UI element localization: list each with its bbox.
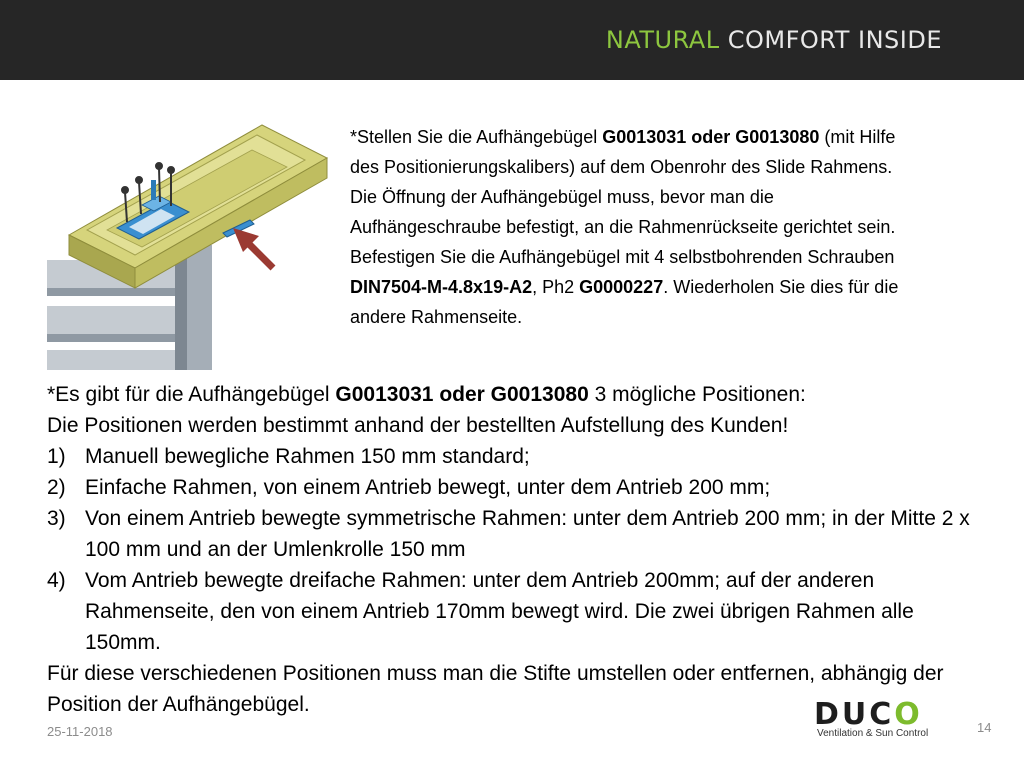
list-item-number: 2) bbox=[47, 476, 66, 499]
brand-tagline bbox=[606, 26, 942, 54]
footer-date: 25-11-2018 bbox=[47, 724, 113, 739]
instr-part-numbers: G0013031 oder G0013080 bbox=[602, 127, 820, 147]
logo-o: O bbox=[894, 697, 923, 732]
list-item bbox=[47, 441, 977, 472]
list-item-number: 1) bbox=[47, 445, 66, 468]
intro-text-2: 3 mögliche Positionen: bbox=[588, 383, 806, 406]
list-item-text: Vom Antrieb bewegte dreifache Rahmen: unter dem Antrieb 200mm; auf der anderen Rahmenseite, den von einem Antrieb 170mm bewegt wird. Die zwei übrigen Rahmen alle 150mm. bbox=[85, 569, 914, 654]
frame-bracket-illustration bbox=[47, 110, 342, 370]
page-number: 14 bbox=[977, 720, 992, 735]
positions-closing: Für diese verschiedenen Positionen muss man die Stifte umstellen oder entfernen, abhängig der Position der Aufhängebügel. bbox=[47, 662, 944, 716]
intro-part-numbers: G0013031 oder G0013080 bbox=[335, 383, 589, 406]
list-item-text: Manuell bewegliche Rahmen 150 mm standard; bbox=[85, 445, 530, 468]
list-item bbox=[47, 565, 977, 658]
logo-subtitle: Ventilation & Sun Control bbox=[817, 728, 929, 739]
header-bar bbox=[0, 0, 1024, 80]
positions-note: Die Positionen werden bestimmt anhand der bestellten Aufstellung des Kunden! bbox=[47, 414, 789, 437]
duco-logo bbox=[814, 697, 944, 742]
instr-screw-spec: DIN7504-M-4.8x19-A2 bbox=[350, 277, 533, 297]
list-item bbox=[47, 503, 977, 565]
list-item bbox=[47, 472, 977, 503]
tagline-comfort-inside: COMFORT INSIDE bbox=[727, 26, 942, 54]
red-arrow bbox=[233, 228, 273, 268]
instr-text-1: *Stellen Sie die Aufhängebügel bbox=[350, 127, 603, 147]
positions-section bbox=[47, 379, 977, 720]
instr-screw-code: G0000227 bbox=[579, 277, 664, 297]
instruction-paragraph bbox=[350, 122, 920, 332]
list-item-number: 3) bbox=[47, 507, 66, 530]
instr-text-2: (mit Hilfe des Positionierungskalibers) auf dem Obenrohr des Slide Rahmens. Die Öffnung der Aufhängebügel muss, bevor man die Aufhängeschraube befestigt, an die Rahmenrückseite gerichtet sein. Befestigen Sie die Aufhängebügel mit 4 selbstbohrenden Schrauben bbox=[350, 127, 896, 267]
frame-post bbox=[187, 245, 212, 370]
instr-text-3: , Ph2 bbox=[532, 277, 580, 297]
list-item-number: 4) bbox=[47, 569, 66, 592]
instr-text-4: . Wiederholen Sie dies für die andere Rahmenseite. bbox=[350, 277, 899, 327]
list-item-text: Von einem Antrieb bewegte symmetrische Rahmen: unter dem Antrieb 200 mm; in der Mitte 2 x 100 mm und an der Umlenkrolle 150 mm bbox=[85, 507, 970, 561]
positions-list bbox=[47, 441, 977, 658]
list-item-text: Einfache Rahmen, von einem Antrieb bewegt, unter dem Antrieb 200 mm; bbox=[85, 476, 771, 499]
tagline-natural: NATURAL bbox=[605, 26, 720, 54]
mounting-instructions bbox=[350, 122, 920, 332]
logo-wordmark bbox=[814, 697, 923, 732]
logo-letters: DUC bbox=[814, 697, 895, 732]
positions-intro bbox=[47, 379, 977, 410]
intro-text-1: *Es gibt für die Aufhängebügel bbox=[47, 383, 336, 406]
